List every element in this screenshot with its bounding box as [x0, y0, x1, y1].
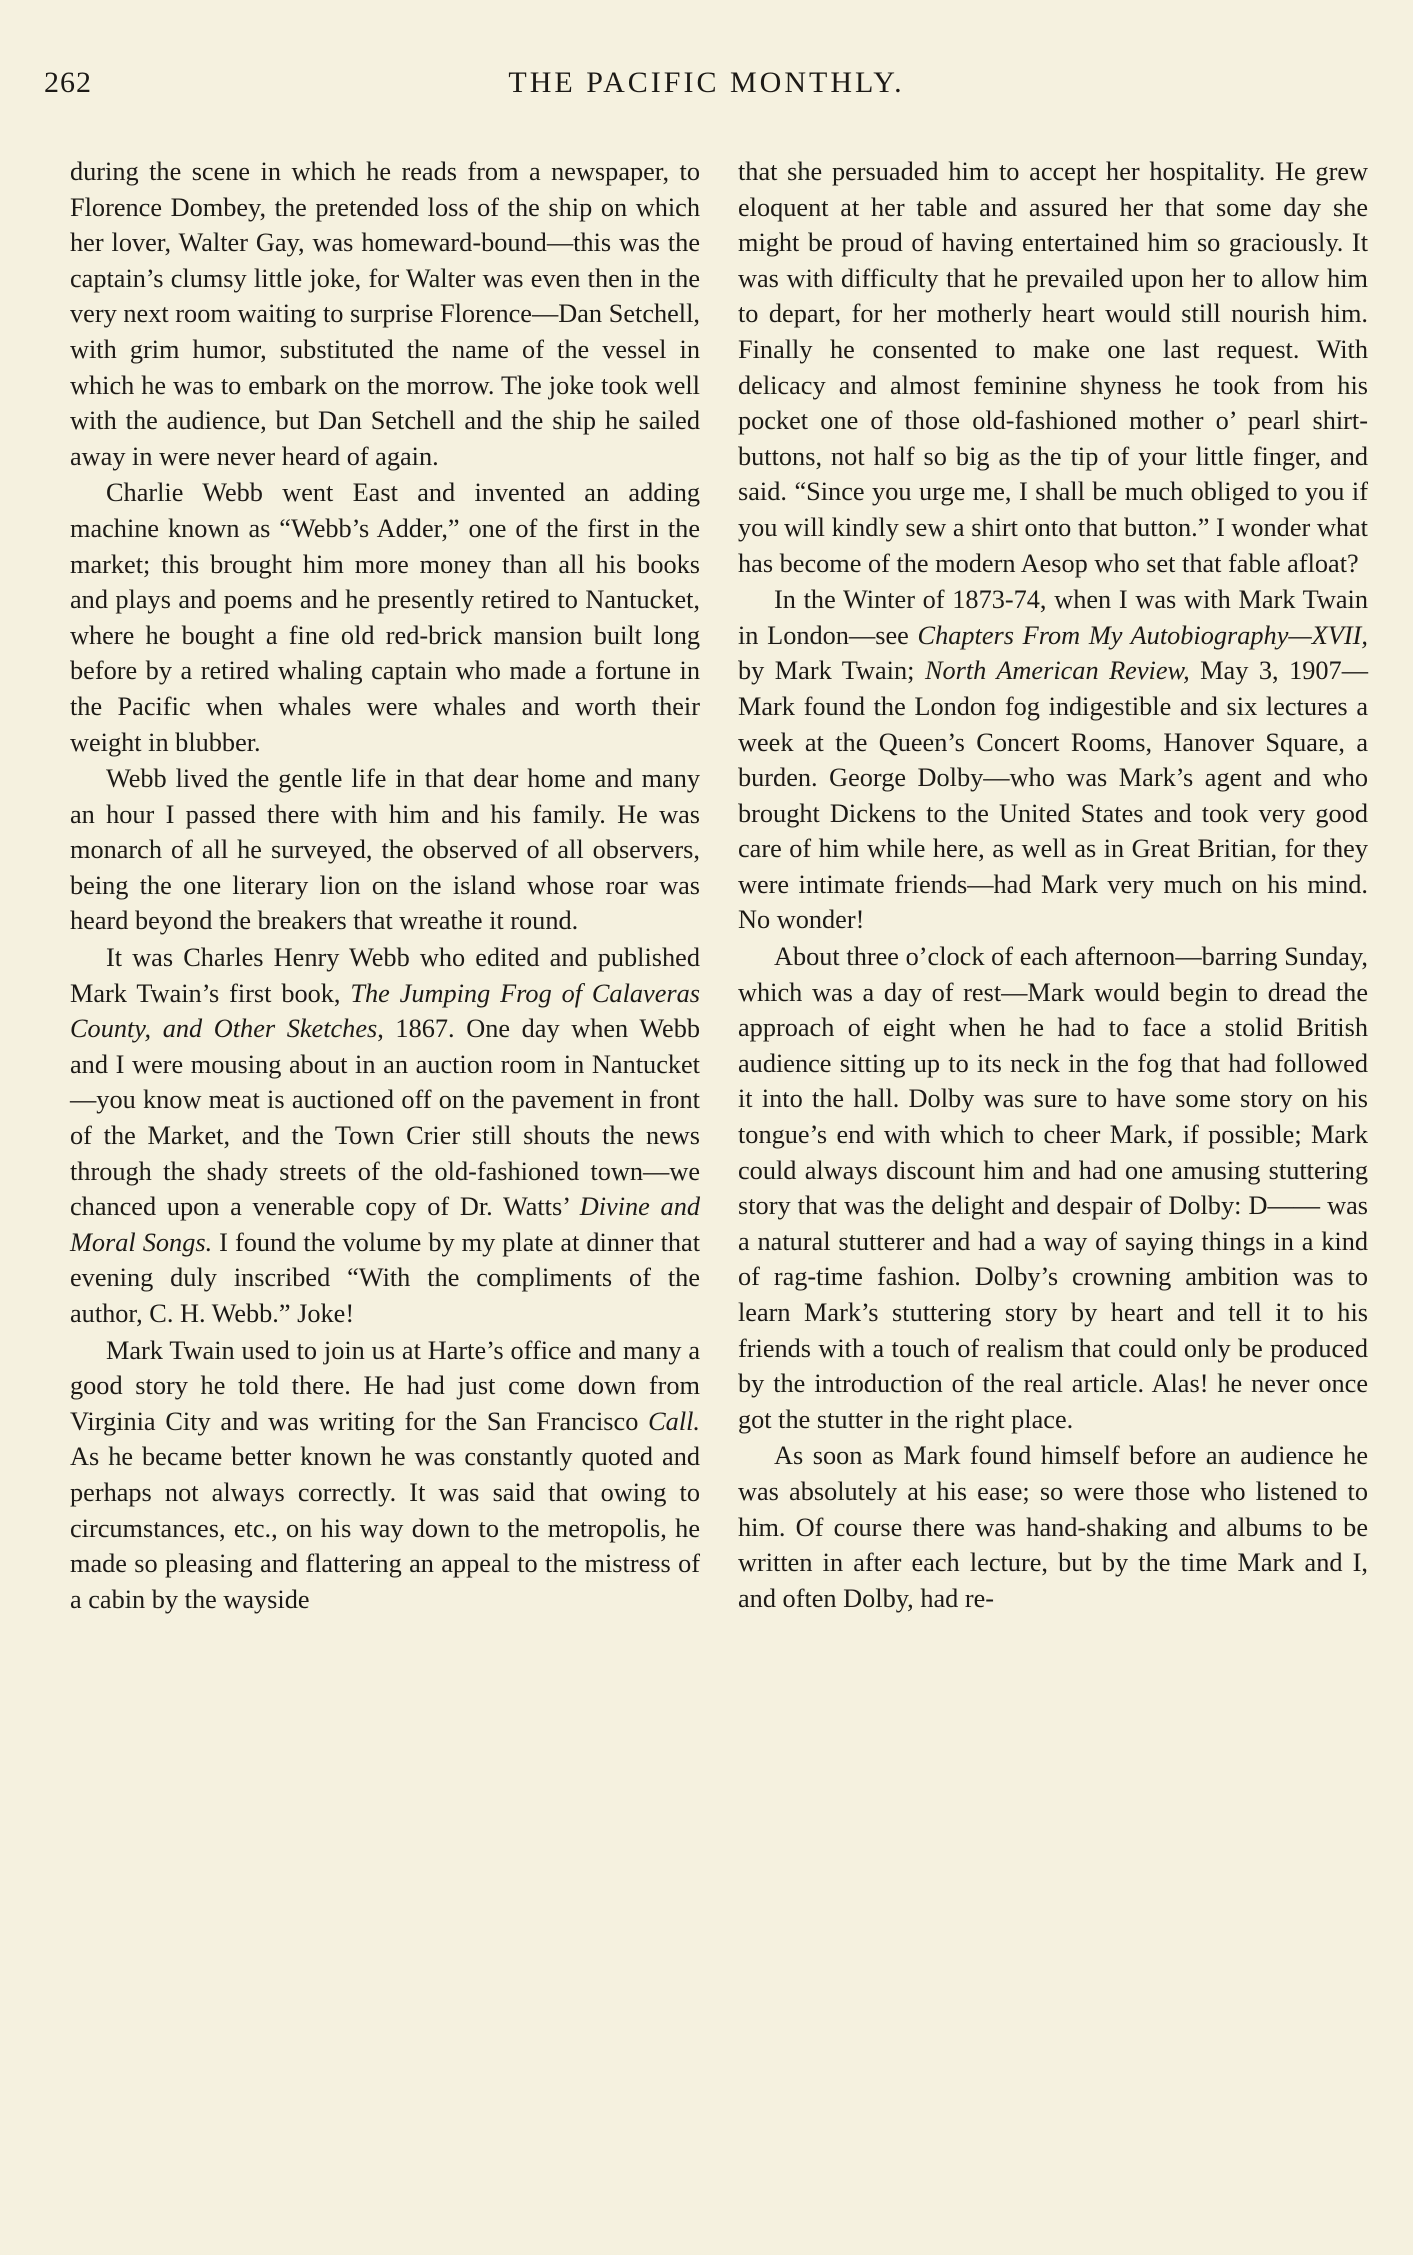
paragraph: during the scene in which he reads from a newspaper, to Florence Dombey, the pretended loss of the ship on which her lover, Walter Gay, was homeward-bound—this was the captain’s clumsy little joke, for Walter was even then in the very next room waiting to surprise Florence—Dan Setchell, with grim humor, substituted the name of the vessel in which he was to embark on the morrow. The joke took well with the audience, but Dan Setchell and the ship he sailed away in were never heard of again. — [70, 157, 700, 471]
paragraph: Webb lived the gentle life in that dear home and many an hour I passed there with him and his family. He was monarch of all he surveyed, the observed of all observers, being the one literary lion on the island whose roar was heard beyond the breakers that wreathe it round. — [70, 764, 700, 936]
reference-title: Chapters From My Autobiography—XVII, — [917, 620, 1368, 650]
book-title: Divine and Moral Songs. — [70, 1192, 700, 1257]
paragraph: As soon as Mark found himself before an audience he was absolutely at his ease; so were those who listened to him. Of course there was hand-shaking and albums to be written in after each lecture, but by the time Mark and I, and often Dolby, had re- — [738, 1441, 1368, 1613]
paragraph: that she persuaded him to accept her hospitality. He grew eloquent at her table and assured her that some day she might be proud of having entertained him so graciously. It was with difficulty that he prevailed upon her to allow him to depart, for her motherly heart would still nourish him. Finally he consented to make one last request. With delicacy and almost feminine shyness he took from his pocket one of those old-fashioned mother o’ pearl shirt-buttons, not half so big as the tip of your little finger, and said. “Since you urge me, I shall be much obliged to you if you will kindly sew a shirt onto that button.” I wonder what has become of the modern Aesop who set that fable afloat? — [738, 157, 1368, 578]
reference-title: North American Review, — [924, 656, 1190, 686]
text-run: It was Charles Henry Webb who edited and published Mark Twain’s first book, — [70, 943, 700, 1008]
paragraph: About three o’clock of each afternoon—barring Sunday, which was a day of rest—Mark would begin to dread the approach of eight when he had to face a stolid British audience sitting up to its neck in the fog that had followed it into the hall. Dolby was sure to have some story on his tongue’s end with which to cheer Mark, if possible; Mark could always discount him and had one amusing stuttering story that was the delight and despair of Dolby: D—— was a natural stutterer and had a way of saying things in a kind of rag-time fashion. Dolby’s crowning ambition was to learn Mark’s stuttering story by heart and tell it to his friends with a touch of realism that could only be produced by the introduction of the real article. Alas! he never once got the stutter in the right place. — [738, 942, 1368, 1434]
text-run: Mark Twain used to join us at Harte’s office and many a good story he told there. He had just come down from Virginia City and was writing for the San Francisco — [70, 1335, 700, 1436]
text-run: I found the volume by my plate at dinner that evening duly inscribed “With the compliments of the author, C. H. Webb.” Joke! — [70, 1227, 701, 1328]
newspaper-title: Call. — [648, 1406, 700, 1436]
running-title: THE PACIFIC MONTHLY. — [508, 66, 905, 99]
page-header — [0, 66, 1413, 116]
page-number: 262 — [44, 66, 92, 99]
paragraph — [738, 582, 1368, 938]
left-column — [70, 154, 700, 1617]
paragraph — [70, 1333, 700, 1618]
text-run: by Mark Twain; — [738, 656, 925, 686]
text-run: May 3, 1907—Mark found the London fog indigestible and six lectures a week at the Queen’s Concert Rooms, Hanover Square, a burden. George Dolby—who was Mark’s agent and who brought Dickens to the United States and took very good care of him while here, as well as in Great Britian, for they were intimate friends—had Mark very much on his mind. No wonder! — [738, 656, 1368, 935]
text-run: As he became better known he was constantly quoted and perhaps not always correctly. It was said that owing to circumstances, etc., on his way down to the metropolis, he made so pleasing and flattering an appeal to the mistress of a cabin by the wayside — [70, 1442, 700, 1614]
paragraph: Charlie Webb went East and invented an adding machine known as “Webb’s Adder,” one of the first in the market; this brought him more money than all his books and plays and poems and he presently retired to Nantucket, where he bought a fine old red-brick mansion built long before by a retired whaling captain who made a fortune in the Pacific when whales were whales and worth their weight in blubber. — [70, 478, 700, 757]
text-run: In the Winter of 1873-74, when I was with Mark Twain in London—see — [738, 585, 1368, 650]
text-run: , 1867. One day when Webb and I were mousing about in an auction room in Nantucket—you know meat is auctioned off on the pavement in front of the Market, and the Town Crier still shouts the news through the shady streets of the old-fashioned town—we chanced upon a venerable copy of Dr. Watts’ — [70, 1014, 700, 1222]
paragraph — [70, 940, 700, 1332]
right-column — [738, 154, 1368, 1616]
book-title: The Jumping Frog of Calaveras County, and Other Sketches — [70, 978, 700, 1044]
